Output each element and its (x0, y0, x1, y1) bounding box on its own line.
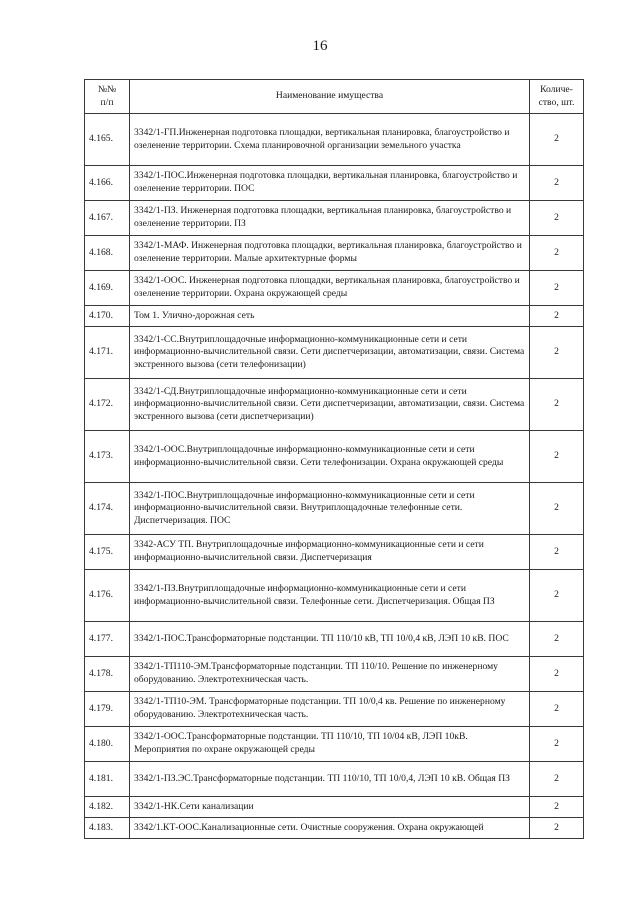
row-quantity: 2 (530, 483, 584, 535)
row-quantity: 2 (530, 431, 584, 483)
table-row (85, 306, 584, 327)
table-row (85, 431, 584, 483)
header-number (85, 80, 130, 114)
row-number: 4.180. (85, 727, 130, 762)
row-quantity: 2 (530, 271, 584, 306)
table-row (85, 762, 584, 797)
table-row (85, 622, 584, 657)
table-row (85, 114, 584, 166)
table-row (85, 327, 584, 379)
table-row (85, 570, 584, 622)
row-name: 3342/1-ПЗ. Инженерная подготовка площадки, вертикальная планировка, благоустройство и озеленение территории. ПЗ (130, 201, 530, 236)
row-name: 3342/1-ПОС.Внутриплощадочные информационно-коммуникационные сети и сети информационно-вычислительной связи. Внутриплощадочные телефонные сети. Диспетчеризация. ПОС (130, 483, 530, 535)
row-number: 4.181. (85, 762, 130, 797)
row-quantity: 2 (530, 306, 584, 327)
row-name: 3342-АСУ ТП. Внутриплощадочные информационно-коммуникационные сети и сети информационно-вычислительной связи. Диспетчеризация (130, 535, 530, 570)
row-quantity: 2 (530, 727, 584, 762)
row-name: 3342/1-МАФ. Инженерная подготовка площадки, вертикальная планировка, благоустройство и озеленение территории. Малые архитектурные формы (130, 236, 530, 271)
row-quantity: 2 (530, 762, 584, 797)
row-quantity: 2 (530, 166, 584, 201)
row-name: 3342/1-ПЗ.ЭС.Трансформаторные подстанции. ТП 110/10, ТП 10/0,4, ЛЭП 10 кВ. Общая ПЗ (130, 762, 530, 797)
page-number: 16 (312, 38, 328, 54)
row-quantity: 2 (530, 379, 584, 431)
row-name: 3342/1-ГП.Инженерная подготовка площадки, вертикальная планировка, благоустройство и озеленение территории. Схема планировочной организации земельного участка (130, 114, 530, 166)
table-row (85, 818, 584, 839)
header-name: Наименование имущества (130, 80, 530, 114)
header-number-line-1: №№ (97, 83, 117, 95)
table-row (85, 797, 584, 818)
row-quantity: 2 (530, 114, 584, 166)
header-number-line-2: п/п (100, 96, 114, 108)
row-name: 3342/1-СС.Внутриплощадочные информационно-коммуникационные сети и сети информационно-вычислительной связи. Сети диспетчеризации, автоматизации, связи. Система экстренного вызова (сети телефонизации) (130, 327, 530, 379)
row-quantity: 2 (530, 201, 584, 236)
row-quantity: 2 (530, 692, 584, 727)
row-quantity: 2 (530, 236, 584, 271)
table-row (85, 379, 584, 431)
row-number: 4.167. (85, 201, 130, 236)
row-number: 4.182. (85, 797, 130, 818)
row-name: 3342/1-ТП110-ЭМ.Трансформаторные подстанции. ТП 110/10. Решение по инженерному оборудованию. Электротехническая часть. (130, 657, 530, 692)
row-name: 3342/1.КТ-ООС.Канализационные сети. Очистные сооружения. Охрана окружающей (130, 818, 530, 839)
row-name: 3342/1-ПОС.Инженерная подготовка площадки, вертикальная планировка, благоустройство и озеленение территории. ПОС (130, 166, 530, 201)
row-quantity: 2 (530, 570, 584, 622)
row-quantity: 2 (530, 327, 584, 379)
table-row (85, 657, 584, 692)
row-name: 3342/1-ТП10-ЭМ. Трансформаторные подстанции. ТП 10/0,4 кв. Решение по инженерному оборудованию. Электротехническая часть. (130, 692, 530, 727)
header-quantity (530, 80, 584, 114)
row-number: 4.170. (85, 306, 130, 327)
row-number: 4.166. (85, 166, 130, 201)
row-number: 4.168. (85, 236, 130, 271)
row-name: 3342/1-ООС.Трансформаторные подстанции. ТП 110/10, ТП 10/04 кВ, ЛЭП 10кВ. Мероприятия по охране окружающей среды (130, 727, 530, 762)
row-quantity: 2 (530, 818, 584, 839)
row-number: 4.174. (85, 483, 130, 535)
inventory-table (84, 79, 584, 839)
table-header-row (85, 80, 584, 114)
table-row (85, 271, 584, 306)
row-name: 3342/1-ПЗ.Внутриплощадочные информационно-коммуникационные сети и сети информационно-вычислительной связи. Телефонные сети. Диспетчеризация. Общая ПЗ (130, 570, 530, 622)
row-number: 4.176. (85, 570, 130, 622)
row-number: 4.178. (85, 657, 130, 692)
row-number: 4.171. (85, 327, 130, 379)
row-number: 4.165. (85, 114, 130, 166)
row-number: 4.179. (85, 692, 130, 727)
table-row (85, 236, 584, 271)
row-name: 3342/1-ПОС.Трансформаторные подстанции. ТП 110/10 кВ, ТП 10/0,4 кВ, ЛЭП 10 кВ. ПОС (130, 622, 530, 657)
table-row (85, 692, 584, 727)
row-number: 4.169. (85, 271, 130, 306)
table-row (85, 727, 584, 762)
table-row (85, 166, 584, 201)
table-row (85, 535, 584, 570)
row-quantity: 2 (530, 535, 584, 570)
table-row (85, 201, 584, 236)
header-quantity-line-1: Количе- (540, 83, 573, 95)
row-name: Том 1. Улично-дорожная сеть (130, 306, 530, 327)
row-quantity: 2 (530, 622, 584, 657)
row-name: 3342/1-НК.Сети канализации (130, 797, 530, 818)
row-number: 4.173. (85, 431, 130, 483)
row-number: 4.175. (85, 535, 130, 570)
table-row (85, 483, 584, 535)
row-name: 3342/1-ООС. Инженерная подготовка площадки, вертикальная планировка, благоустройство и озеленение территории. Охрана окружающей среды (130, 271, 530, 306)
row-number: 4.177. (85, 622, 130, 657)
row-number: 4.183. (85, 818, 130, 839)
row-quantity: 2 (530, 797, 584, 818)
row-number: 4.172. (85, 379, 130, 431)
header-quantity-line-2: ство, шт. (538, 96, 575, 108)
row-name: 3342/1-СД.Внутриплощадочные информационно-коммуникационные сети и сети информационно-вычислительной связи. Сети диспетчеризации, автоматизации, связи. Система экстренного вызова (сети диспетчеризации) (130, 379, 530, 431)
row-name: 3342/1-ООС.Внутриплощадочные информационно-коммуникационные сети и сети информационно-вычислительной связи. Сети телефонизации. Охрана окружающей среды (130, 431, 530, 483)
row-quantity: 2 (530, 657, 584, 692)
